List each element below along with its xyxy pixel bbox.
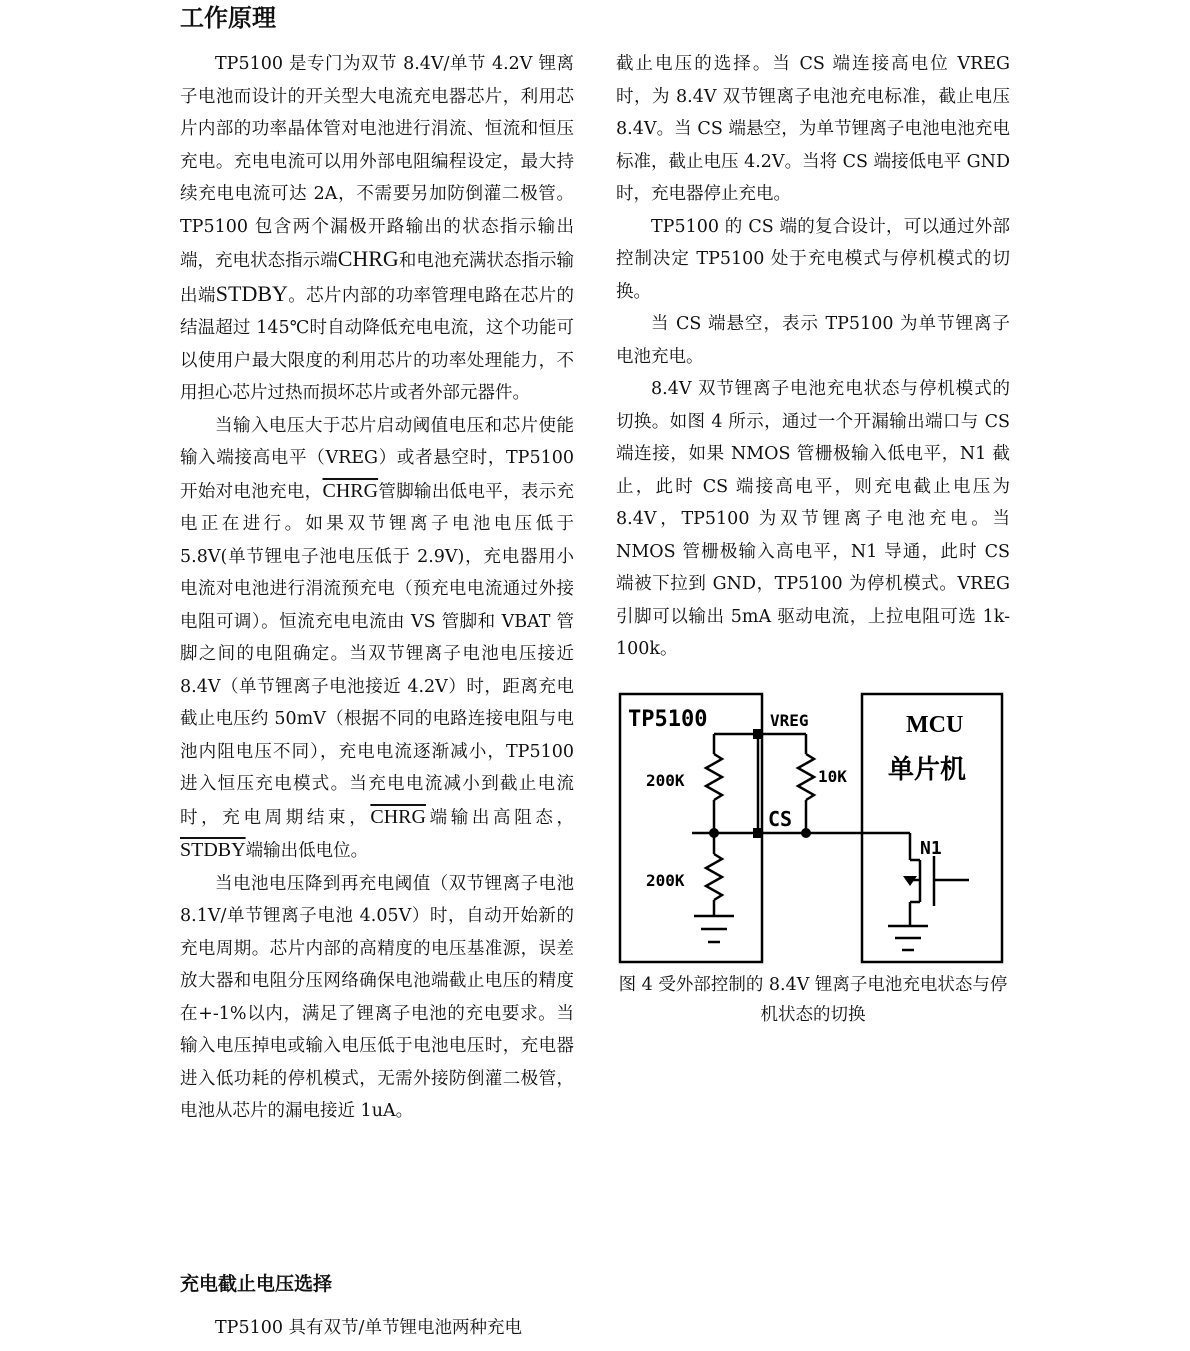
text-run: 端输出高阻态， (425, 807, 575, 828)
junction (753, 828, 763, 838)
left-column-text (180, 48, 574, 1128)
text-run: 管脚输出低电平，表示充电正在进行。如果双节锂离子电池电压低于 5.8V(单节锂电子池电压低于 2.9V)，充电器用小电流对电池进行涓流预充电（预充电电流通过外接电阻可调）。恒流充电电流由 VS 管脚和 VBAT 管脚之间的电阻确定。当双节锂离子电池电压接近 8.4V（单节锂离子电池接近 4.2V）时，距离充电截止电压约 50mV（根据不同的电路连接电阻与电池内阻电压不同），充电电流逐渐减小，TP5100 进入恒压充电模式。当充电电流减小到截止电流时，充电周期结束， (180, 481, 575, 828)
paragraph (180, 868, 574, 1128)
mcu-cn-label: 单片机 (888, 755, 967, 785)
vreg-label: VREG (770, 711, 809, 730)
r-bottom-label: 200K (646, 871, 685, 890)
paragraph: TP5100 具有双节/单节锂电池两种充电 (215, 1318, 522, 1338)
section-heading-working-principle: 工作原理 (180, 4, 276, 32)
junction (801, 828, 811, 838)
resistor-200k-bottom (706, 854, 722, 900)
text-run: 。芯片内部的功率管理电路在芯片的结温超过 145℃时自动降低充电电流，这个功能可以使用户最大限度的利用芯片的功率处理能力，不用担心芯片过热而损坏芯片或者外部元器件。 (180, 285, 575, 403)
paragraph: 当 CS 端悬空，表示 TP5100 为单节锂离子电池充电。 (616, 314, 1010, 367)
paragraph: 8.4V 双节锂离子电池充电状态与停机模式的切换。如图 4 所示，通过一个开漏输出端口与 CS 端连接，如果 NMOS 管栅极输入低电平，N1 截止，此时 CS 端接高电平，则充电截止电压为 8.4V，TP5100 为双节锂离子电池充电。当 NMOS 管栅极输入高电平，N1 导通，此时 CS 端被下拉到 GND，TP5100 为停机模式。VREG 引脚可以输出 5mA 驱动电流，上拉电阻可选 1k-100k。 (616, 379, 1010, 659)
junction (753, 729, 763, 739)
circuit-diagram (614, 690, 1012, 970)
figure-caption: 图 4 受外部控制的 8.4V 锂离子电池充电状态与停机状态的切换 (618, 975, 1008, 1025)
r-top-label: 200K (646, 771, 685, 790)
mcu-label: MCU (906, 712, 964, 738)
r-pull-label: 10K (818, 767, 847, 786)
left-column-bottom-text (180, 1312, 574, 1345)
text-run: 当输入电压大于芯片启动阈值电压和芯片使能输入端接高电平（VREG）或者悬空时，TP5100 开始对电池充电， (180, 415, 574, 502)
text-run: TP5100 是专门为双节 8.4V/单节 4.2V 锂离子电池而设计的开关型大电流充电器芯片，利用芯片内部的功率晶体管对电池进行涓流、恒流和恒压充电。充电电流可以用外部电阻编程设定，最大持续充电电流可达 2A，不需要另加防倒灌二极管。TP5100 包含两个漏极开路输出的状态指示输出端，充电状态指示端 (180, 54, 574, 271)
signal-name: STDBY (215, 280, 288, 306)
text-run: 端输出低电位。 (245, 841, 369, 861)
paragraph: 截止电压的选择。当 CS 端连接高电位 VREG 时，为 8.4V 双节锂离子电池充电标准，截止电压 8.4V。当 CS 端悬空，为单节锂离子电池电池充电标准，截止电压 4.2V。当将 CS 端接低电平 GND 时，充电器停止充电。 (616, 54, 1010, 204)
signal-name-overline: CHRG (322, 479, 379, 502)
signal-name-overline: STDBY (180, 839, 246, 861)
resistor-10k (798, 754, 814, 800)
section-heading-cutoff-voltage: 充电截止电压选择 (180, 1273, 333, 1295)
n1-label: N1 (920, 838, 942, 859)
signal-name-overline: CHRG (370, 805, 426, 828)
resistor-200k-top (706, 754, 722, 800)
paragraph: TP5100 的 CS 端的复合设计，可以通过外部控制决定 TP5100 处于充电模式与停机模式的切换。 (616, 216, 1010, 302)
cs-label: CS (768, 807, 793, 831)
right-column-text (616, 48, 1010, 666)
circuit-diagram-figure-4 (614, 690, 1012, 970)
text-run: 当电池电压降到再充电阈值（双节锂离子电池 8.1V/单节锂离子电池 4.05V）时，自动开始新的充电周期。芯片内部的高精度的电压基准源，误差放大器和电阻分压网络确保电池端截止电压的精度在+-1%以内，满足了锂离子电池的充电要求。当输入电压掉电或输入电压低于电池电压时，充电器进入低功耗的停机模式，无需外接防倒灌二极管，电池从芯片的漏电接近 1uA。 (180, 873, 574, 1121)
signal-name: CHRG (337, 246, 399, 271)
paragraph (180, 410, 574, 868)
paragraph (180, 48, 574, 410)
junction (709, 828, 719, 838)
text-run: 和电池充满状态指示输出端 (180, 251, 575, 306)
chip-label: TP5100 (628, 707, 708, 732)
